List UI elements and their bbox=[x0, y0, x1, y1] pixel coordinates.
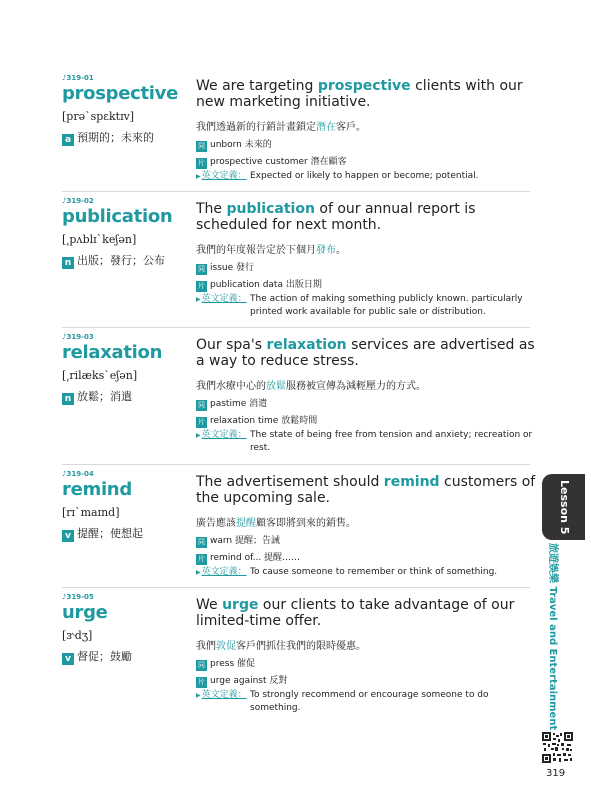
example-translation: 廣告應該提醒顧客即將到來的銷售。 bbox=[196, 518, 356, 529]
divider bbox=[62, 327, 530, 328]
divider bbox=[62, 464, 530, 465]
phonetic: [rɪˋmaɪnd] bbox=[62, 506, 120, 519]
audio-track-number[interactable]: ♪319-05 bbox=[62, 593, 94, 601]
highlighted-word: urge bbox=[222, 597, 259, 613]
phrase-line: 片 prospective customer 潛在顧客 bbox=[198, 157, 347, 167]
meaning-row bbox=[62, 648, 132, 665]
audio-track-number[interactable]: ♪319-03 bbox=[62, 333, 94, 341]
meaning-row bbox=[62, 129, 154, 146]
english-definition: ▶英文定義： The state of being free from tension and anxiety; recreation or rest. bbox=[196, 430, 533, 453]
phrase-tag: 片 bbox=[198, 418, 205, 426]
english-definition: ▶英文定義： Expected or likely to happen or become; potential. bbox=[196, 171, 479, 181]
headword: remind bbox=[62, 479, 132, 500]
page-number: 319 bbox=[546, 768, 566, 779]
phrase-tag: 片 bbox=[198, 555, 205, 563]
example-sentence: We urge our clients to take advantage of our limited-time offer. bbox=[196, 597, 515, 629]
audio-track-number[interactable]: ♪319-02 bbox=[62, 197, 94, 205]
example-translation: 我們敦促客戶們抓住我們的限時優惠。 bbox=[196, 641, 366, 652]
qr-code-icon[interactable] bbox=[542, 732, 573, 763]
lesson-label: Lesson 5 bbox=[558, 480, 571, 535]
english-definition: ▶英文定義： The action of making something publicly known. particularly printed work available for public sale or distribution. bbox=[196, 294, 523, 317]
lesson-title: 旅遊娛樂 Travel and Entertainment bbox=[547, 543, 558, 731]
phonetic: [͵pʌblɪˋkeʃən] bbox=[62, 233, 137, 246]
audio-track-number[interactable]: ♪319-01 bbox=[62, 74, 94, 82]
headword: prospective bbox=[62, 83, 179, 104]
synonym-tag: 同 bbox=[198, 661, 205, 669]
synonym-tag: 同 bbox=[198, 142, 205, 150]
phrase-tag: 片 bbox=[198, 678, 205, 686]
synonym-line: 同 press 催促 bbox=[198, 659, 255, 669]
part-of-speech-badge: v bbox=[62, 653, 74, 665]
synonym-line: 同 issue 發行 bbox=[198, 263, 254, 273]
synonym-tag: 同 bbox=[198, 401, 205, 409]
phrase-line: 片 relaxation time 放鬆時間 bbox=[198, 416, 318, 426]
example-sentence: The publication of our annual report is scheduled for next month. bbox=[196, 201, 476, 233]
example-sentence: Our spa's relaxation services are advertised as a way to reduce stress. bbox=[196, 337, 535, 369]
highlighted-word: remind bbox=[383, 474, 440, 490]
divider bbox=[62, 191, 530, 192]
phrase-tag: 片 bbox=[198, 282, 205, 290]
example-translation: 我們透過新的行銷計畫鎖定潛在客戶。 bbox=[196, 122, 366, 133]
phrase-tag: 片 bbox=[198, 159, 205, 167]
divider bbox=[62, 587, 530, 588]
headword: publication bbox=[62, 206, 173, 227]
triangle-icon: ▶ bbox=[196, 569, 201, 576]
synonym-tag: 同 bbox=[198, 538, 205, 546]
synonym-line: 同 pastime 消遣 bbox=[198, 399, 268, 409]
audio-track-number[interactable]: ♪319-04 bbox=[62, 470, 94, 478]
example-translation: 我們水療中心的放鬆服務被宣傳為減輕壓力的方式。 bbox=[196, 381, 426, 392]
triangle-icon: ▶ bbox=[196, 296, 201, 303]
english-definition: ▶英文定義： To cause someone to remember or think of something. bbox=[196, 567, 498, 577]
example-sentence: We are targeting prospective clients with our new marketing initiative. bbox=[196, 78, 523, 110]
meaning-row bbox=[62, 252, 165, 269]
highlighted-word: publication bbox=[226, 201, 315, 217]
phonetic: [prəˋspɛktɪv] bbox=[62, 110, 135, 123]
chinese-meaning: 提醒；使想起 bbox=[77, 527, 143, 540]
triangle-icon: ▶ bbox=[196, 432, 201, 439]
part-of-speech-badge: a bbox=[62, 134, 74, 146]
synonym-tag: 同 bbox=[198, 265, 205, 273]
triangle-icon: ▶ bbox=[196, 692, 201, 699]
lesson-tab bbox=[542, 474, 585, 540]
highlighted-word: prospective bbox=[317, 78, 411, 94]
part-of-speech-badge: n bbox=[62, 257, 74, 269]
example-translation: 我們的年度報告定於下個月發布。 bbox=[196, 245, 346, 256]
headword: relaxation bbox=[62, 342, 163, 363]
english-definition: ▶英文定義： To strongly recommend or encourage someone to do something. bbox=[196, 690, 489, 713]
triangle-icon: ▶ bbox=[196, 173, 201, 180]
phrase-line: 片 remind of... 提醒…… bbox=[198, 553, 301, 563]
headword: urge bbox=[62, 602, 108, 623]
synonym-line: 同 warn 提醒；告誡 bbox=[198, 536, 280, 546]
phrase-line: 片 urge against 反對 bbox=[198, 676, 288, 686]
part-of-speech-badge: v bbox=[62, 530, 74, 542]
phonetic: [ɝdʒ] bbox=[62, 629, 93, 642]
phrase-line: 片 publication data 出版日期 bbox=[198, 280, 322, 290]
chinese-meaning: 預期的；未來的 bbox=[77, 131, 154, 144]
example-sentence: The advertisement should remind customers of the upcoming sale. bbox=[196, 474, 536, 506]
highlighted-word: relaxation bbox=[266, 337, 347, 353]
meaning-row bbox=[62, 525, 143, 542]
chinese-meaning: 放鬆；消遣 bbox=[77, 390, 132, 403]
meaning-row bbox=[62, 388, 132, 405]
part-of-speech-badge: n bbox=[62, 393, 74, 405]
phonetic: [͵rilæksˋeʃən] bbox=[62, 369, 138, 382]
chinese-meaning: 出版；發行；公布 bbox=[77, 254, 165, 267]
synonym-line: 同 unborn 未來的 bbox=[198, 140, 272, 150]
chinese-meaning: 督促；鼓勵 bbox=[77, 650, 132, 663]
